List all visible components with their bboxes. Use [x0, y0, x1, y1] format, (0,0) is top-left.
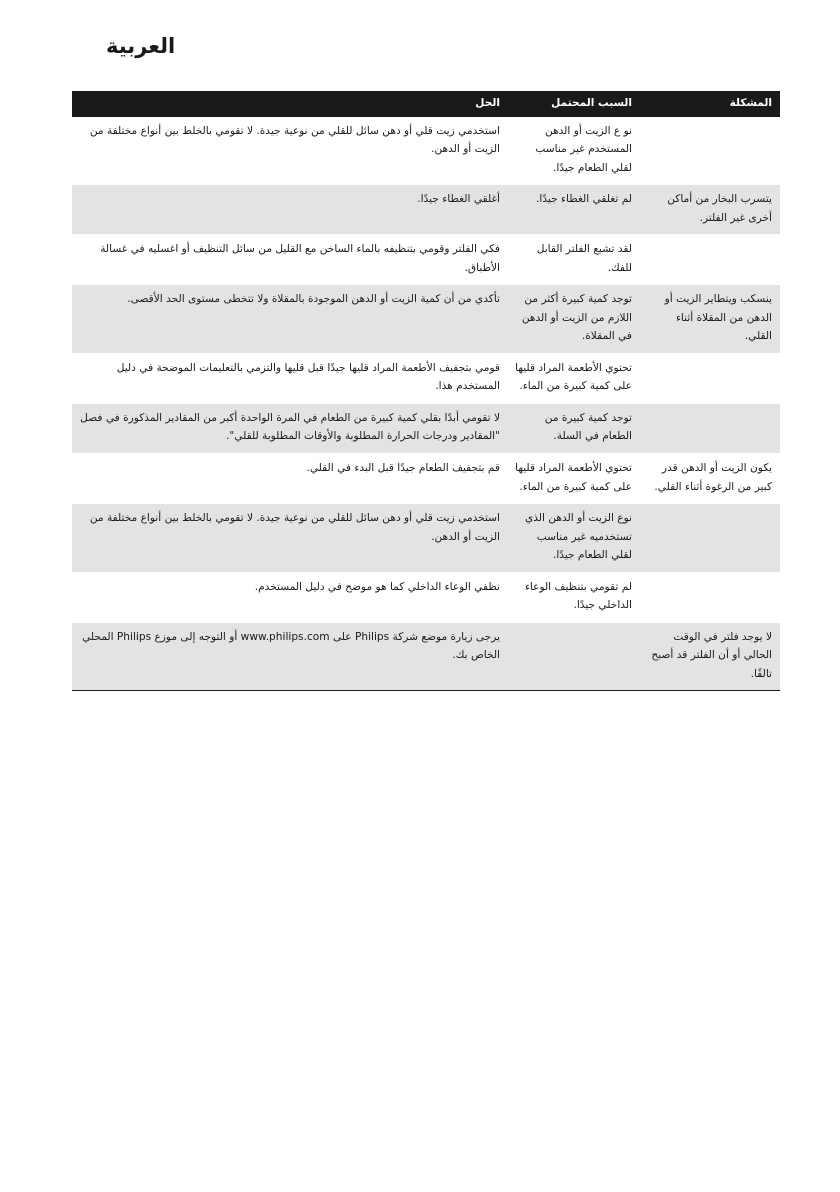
table-row: [72, 285, 780, 354]
troubleshooting-table: [72, 91, 780, 691]
cell-solution: استخدمي زيت قلي أو دهن سائل للقلي من نوعية جيدة. لا تقومي بالخلط بين أنواع مختلفة من الزيت أو الدهن.: [72, 504, 508, 573]
header-problem: المشكلة: [640, 91, 780, 117]
cell-solution: لا تقومي أبدًا بقلي كمية كبيرة من الطعام في المرة الواحدة أكبر من المقادير المذكورة في فصل "المقادير ودرجات الحرارة المطلوبة والأوقات المطلوبة للقلي".: [72, 403, 508, 453]
cell-solution: فكي الفلتر وقومي بتنظيفه بالماء الساخن مع القليل من سائل التنظيف أو اغسليه في غسالة الأطباق.: [72, 235, 508, 285]
cell-cause: لقد تشبع الفلتر القابل للفك.: [508, 235, 640, 285]
table-row: [72, 453, 780, 503]
cell-solution: قم بتجفيف الطعام جيدًا قبل البدء في القلي.: [72, 453, 508, 503]
cell-cause: لم تقومي بتنظيف الوعاء الداخلي جيدًا.: [508, 572, 640, 622]
table-row: [72, 403, 780, 453]
table-row: [72, 117, 780, 185]
table-header-row: [72, 91, 780, 117]
header-cause: السبب المحتمل: [508, 91, 640, 117]
cell-problem: لا يوجد فلتر في الوقت الحالي أو أن الفلتر قد أصبح تالفًا.: [640, 622, 780, 691]
cell-problem: يكون الزيت أو الدهن قدر كبير من الرغوة أثناء القلي.: [640, 453, 780, 503]
cell-solution: استخدمي زيت قلي أو دهن سائل للقلي من نوعية جيدة. لا تقومي بالخلط بين أنواع مختلفة من الزيت أو الدهن.: [72, 117, 508, 185]
cell-problem: [640, 504, 780, 573]
table-row: [72, 622, 780, 691]
cell-cause: لم تغلقي الغطاء جيدًا.: [508, 185, 640, 235]
cell-cause: نو ع الزيت أو الدهن المستخدم غير مناسب لقلي الطعام جيدًا.: [508, 117, 640, 185]
table-row: [72, 572, 780, 622]
cell-cause: تحتوي الأطعمة المراد قليها على كمية كبيرة من الماء.: [508, 453, 640, 503]
cell-cause: نوع الزيت أو الدهن الذي تستخدميه غير مناسب لقلي الطعام جيدًا.: [508, 504, 640, 573]
cell-problem: يتسرب البخار من أماكن أخرى غير الفلتر.: [640, 185, 780, 235]
cell-solution: يرجى زيارة موضع شركة Philips على www.philips.com أو التوجه إلى موزع Philips المحلي الخاص بك.: [72, 622, 508, 691]
cell-problem: [640, 117, 780, 185]
cell-problem: [640, 572, 780, 622]
table-row: [72, 504, 780, 573]
cell-cause: تحتوي الأطعمة المراد قليها على كمية كبيرة من الماء.: [508, 353, 640, 403]
table-row: [72, 235, 780, 285]
header-solution: الحل: [72, 91, 508, 117]
cell-cause: توجد كمية كبيرة من الطعام في السلة.: [508, 403, 640, 453]
cell-solution: تأكدي من أن كمية الزيت أو الدهن الموجودة بالمقلاة ولا تتخطى مستوى الحد الأقصى.: [72, 285, 508, 354]
page-language-title: العربية: [106, 34, 176, 58]
cell-solution: أغلقي الغطاء جيدًا.: [72, 185, 508, 235]
table-row: [72, 353, 780, 403]
cell-cause: [508, 622, 640, 691]
cell-problem: ينسكب ويتطاير الزيت أو الدهن من المقلاة أثناء القلي.: [640, 285, 780, 354]
cell-problem: [640, 403, 780, 453]
troubleshooting-table-container: [72, 91, 780, 691]
cell-solution: نظفي الوعاء الداخلي كما هو موضح في دليل المستخدم.: [72, 572, 508, 622]
cell-problem: [640, 353, 780, 403]
cell-problem: [640, 235, 780, 285]
cell-cause: توجد كمية كبيرة أكثر من اللازم من الزيت أو الدهن في المقلاة.: [508, 285, 640, 354]
cell-solution: قومي بتجفيف الأطعمة المراد قليها جيدًا قبل قليها والتزمي بالتعليمات الموضحة في دليل المستخدم هذا.: [72, 353, 508, 403]
table-row: [72, 185, 780, 235]
